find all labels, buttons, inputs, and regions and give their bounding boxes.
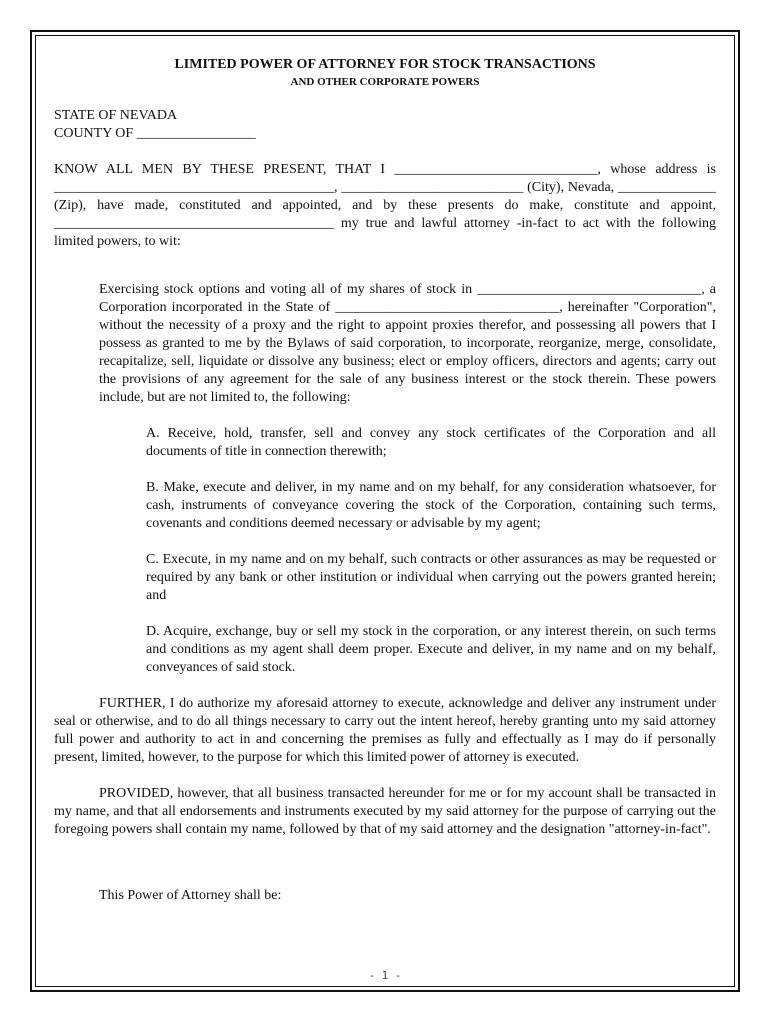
document-subtitle: AND OTHER CORPORATE POWERS — [290, 76, 480, 88]
document-body — [54, 56, 716, 905]
county-line: COUNTY OF _________________ — [54, 126, 256, 141]
powers-list — [54, 425, 716, 677]
provided-paragraph: PROVIDED, however, that all business transacted hereunder for me or for my account shall be transacted in my name, and that all endorsements and instruments executed by my said attorney for the purpose of carrying out the foregoing powers shall contain my name, followed by that of my said attorney and the designation "attorney-in-fact". — [54, 786, 716, 837]
state-line: STATE OF NEVADA — [54, 108, 178, 123]
exercising-paragraph: Exercising stock options and voting all of my shares of stock in ________________________________, a Corporation incorporated in the State of ________________________________, hereinafter "Corporation", without the necessity of a proxy and the right to appoint proxies therefor, and possessing all powers that I possess as granted to me by the Bylaws of said corporation, to incorporate, reorganize, merge, consolidate, recapitalize, sell, liquidate or dissolve any business; elect or employ officers, directors and agents; carry out the provisions of any agreement for the sale of any business interest or the stock therein. These powers include, but are not limited to, the following: — [99, 282, 716, 405]
shall-be-line: This Power of Attorney shall be: — [99, 888, 282, 903]
document-title: LIMITED POWER OF ATTORNEY FOR STOCK TRANSACTIONS — [174, 57, 596, 72]
power-item-a: A. Receive, hold, transfer, sell and convey any stock certificates of the Corporation and all documents of title in connection therewith; — [146, 426, 716, 459]
power-item-c: C. Execute, in my name and on my behalf, such contracts or other assurances as may be requested or required by any bank or other institution or individual when carrying out the powers granted herein; and — [146, 552, 716, 603]
powers-section — [54, 281, 716, 407]
know-all-men-paragraph: KNOW ALL MEN BY THESE PRESENT, THAT I _____________________________, whose address is ________________________________________, __________________________ (City), Nevada, ______________ (Zip), have made, constituted and appointed, and by these presents do make, constitute and appoint, ________________________________________ my true and lawful attorney -in-fact to act with the following limited powers, to wit: — [54, 162, 716, 249]
power-item-b: B. Make, execute and deliver, in my name and on my behalf, for any consideration whatsoever, for cash, instruments of conveyance covering the stock of the Corporation, containing such terms, covenants and conditions deemed necessary or advisable by my agent; — [146, 480, 716, 531]
page-number: - 1 - — [368, 969, 402, 982]
further-paragraph: FURTHER, I do authorize my aforesaid attorney to execute, acknowledge and deliver any instrument under seal or otherwise, and to do all things necessary to carry out the intent hereof, hereby granting unto my said attorney full power and authority to act in and concerning the premises as fully and effectually as I may do if personally present, limited, however, to the purpose for which this limited power of attorney is executed. — [54, 696, 716, 765]
power-item-d: D. Acquire, exchange, buy or sell my stock in the corporation, or any interest therein, on such terms and conditions as my agent shall deem proper. Execute and deliver, in my name and on my behalf, conveyances of said stock. — [146, 624, 716, 675]
